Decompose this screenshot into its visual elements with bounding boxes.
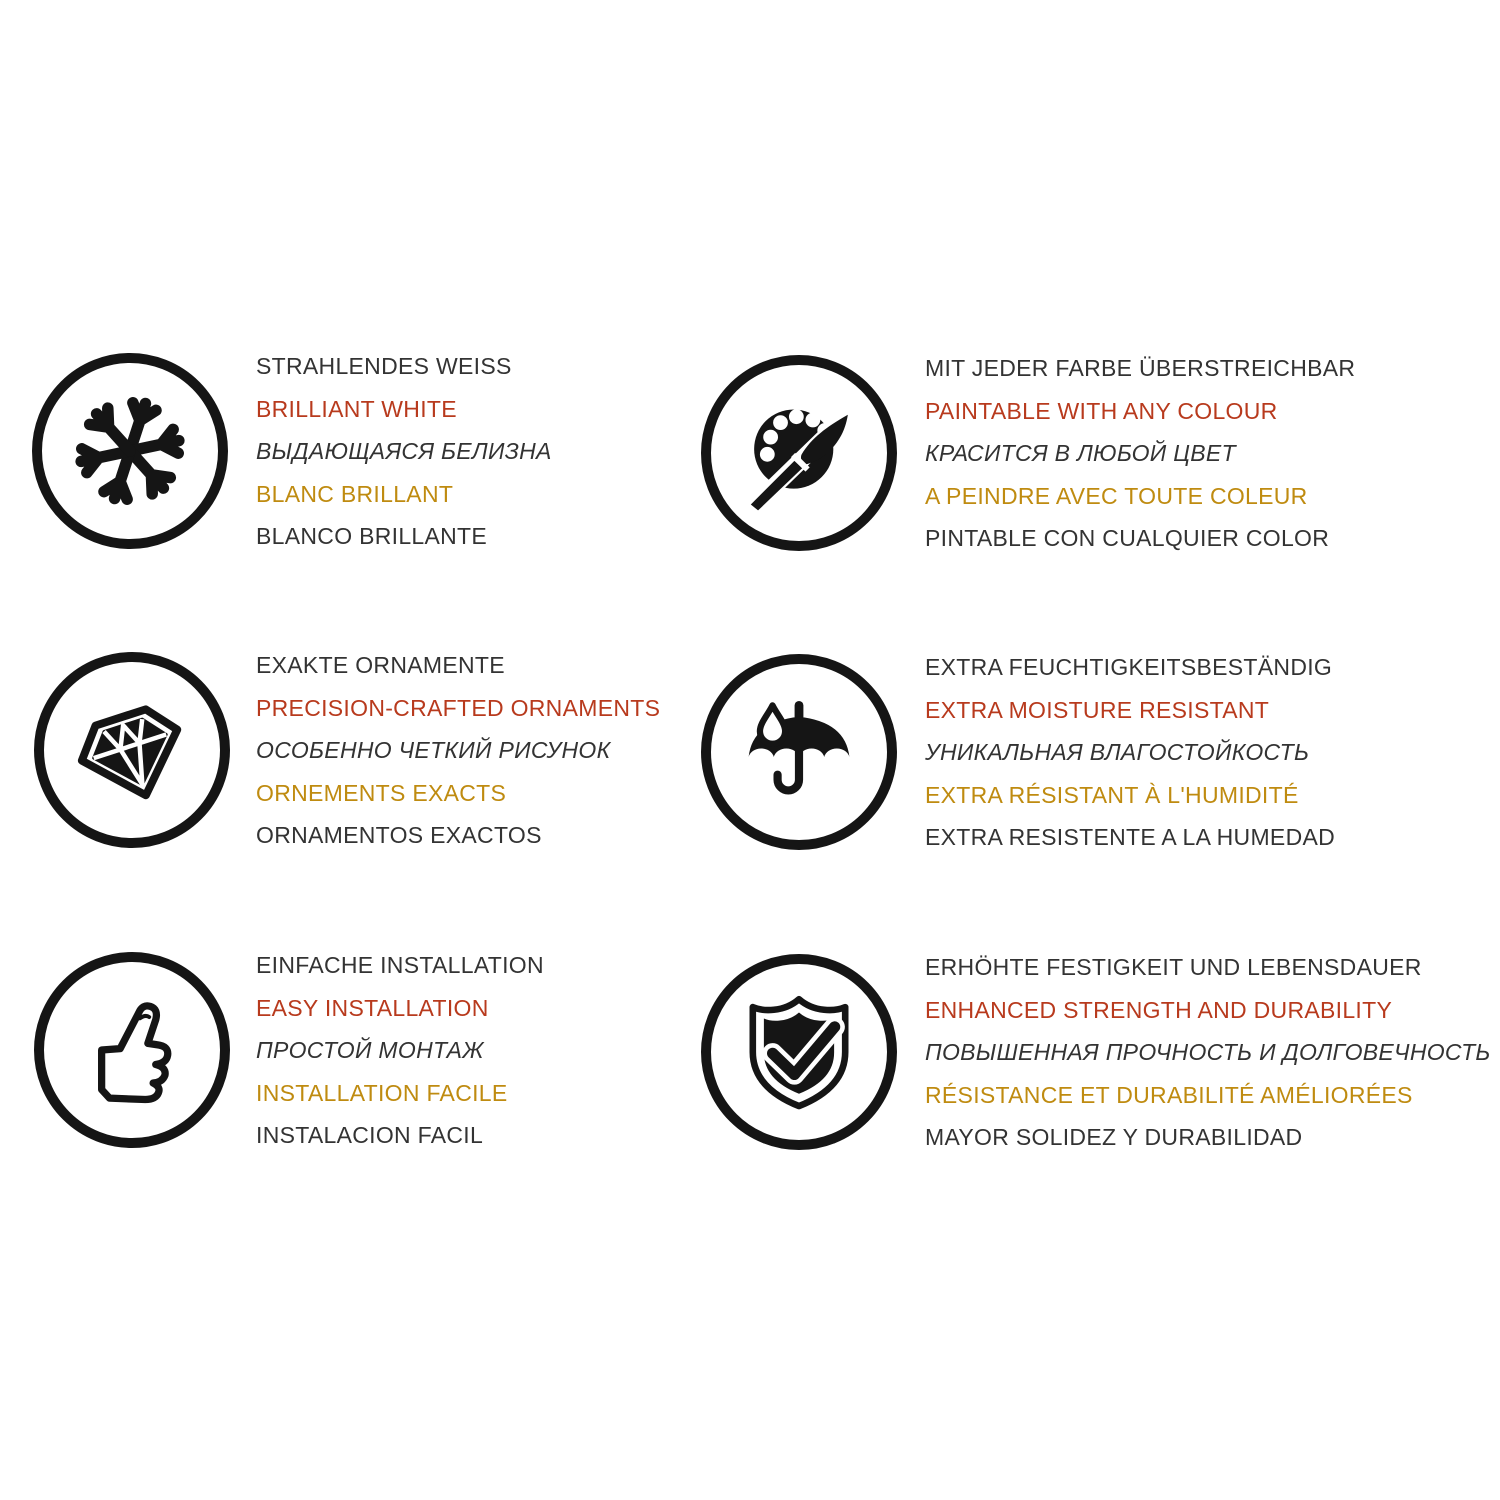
feature-line-en: PAINTABLE WITH ANY COLOUR — [925, 397, 1278, 424]
feature-text-block — [256, 944, 544, 1157]
feature-line-fr: RÉSISTANCE ET DURABILITÉ AMÉLIORÉES — [925, 1081, 1413, 1108]
feature-line-ru: УНИКАЛЬНАЯ ВЛАГОСТОЙКОСТЬ — [925, 739, 1310, 765]
feature-line-es: PINTABLE CON CUALQUIER COLOR — [925, 525, 1330, 551]
diamond-icon — [34, 652, 230, 848]
feature-text-block — [925, 347, 1355, 560]
umbrella-icon — [701, 654, 897, 850]
feature-line-ru: ПРОСТОЙ МОНТАЖ — [256, 1037, 484, 1063]
feature-line-en: EASY INSTALLATION — [256, 994, 489, 1021]
feature-line-ru: ВЫДАЮЩАЯСЯ БЕЛИЗНА — [256, 438, 552, 464]
feature-line-en: BRILLIANT WHITE — [256, 395, 457, 422]
feature-line-fr: BLANC BRILLANT — [256, 480, 454, 507]
feature-line-en: PRECISION-CRAFTED ORNAMENTS — [256, 694, 661, 721]
feature-line-de: MIT JEDER FARBE ÜBERSTREICHBAR — [925, 355, 1356, 381]
feature-line-fr: EXTRA RÉSISTANT À L'HUMIDITÉ — [925, 781, 1299, 808]
feature-line-de: STRAHLENDES WEISS — [256, 353, 512, 379]
feature-text-block — [256, 644, 660, 857]
feature-line-es: EXTRA RESISTENTE A LA HUMEDAD — [925, 824, 1336, 850]
shield-check-icon — [701, 954, 897, 1150]
feature-text-block — [256, 345, 552, 558]
feature-line-es: INSTALACION FACIL — [256, 1122, 484, 1148]
feature-text-block — [925, 946, 1491, 1159]
feature-line-ru: КРАСИТСЯ В ЛЮБОЙ ЦВЕТ — [925, 440, 1236, 466]
feature-line-fr: INSTALLATION FACILE — [256, 1079, 508, 1106]
feature-line-es: ORNAMENTOS EXACTOS — [256, 822, 542, 848]
feature-line-en: EXTRA MOISTURE RESISTANT — [925, 696, 1270, 723]
feature-line-en: ENHANCED STRENGTH AND DURABILITY — [925, 996, 1393, 1023]
feature-line-fr: ORNEMENTS EXACTS — [256, 779, 507, 806]
feature-line-ru: ОСОБЕННО ЧЕТКИЙ РИСУНОК — [256, 737, 611, 763]
feature-text-block — [925, 646, 1335, 859]
feature-line-de: ERHÖHTE FESTIGKEIT UND LEBENSDAUER — [925, 954, 1422, 980]
palette-icon — [701, 355, 897, 551]
feature-line-ru: ПОВЫШЕННАЯ ПРОЧНОСТЬ И ДОЛГОВЕЧНОСТЬ — [925, 1039, 1491, 1065]
feature-line-de: EXAKTE ORNAMENTE — [256, 652, 505, 678]
snowflake-icon — [32, 353, 228, 549]
thumbs-up-icon — [34, 952, 230, 1148]
feature-line-fr: A PEINDRE AVEC TOUTE COLEUR — [925, 482, 1308, 509]
feature-line-de: EXTRA FEUCHTIGKEITSBESTÄNDIG — [925, 654, 1333, 680]
feature-line-es: MAYOR SOLIDEZ Y DURABILIDAD — [925, 1124, 1303, 1150]
feature-line-es: BLANCO BRILLANTE — [256, 523, 488, 549]
feature-line-de: EINFACHE INSTALLATION — [256, 952, 544, 978]
